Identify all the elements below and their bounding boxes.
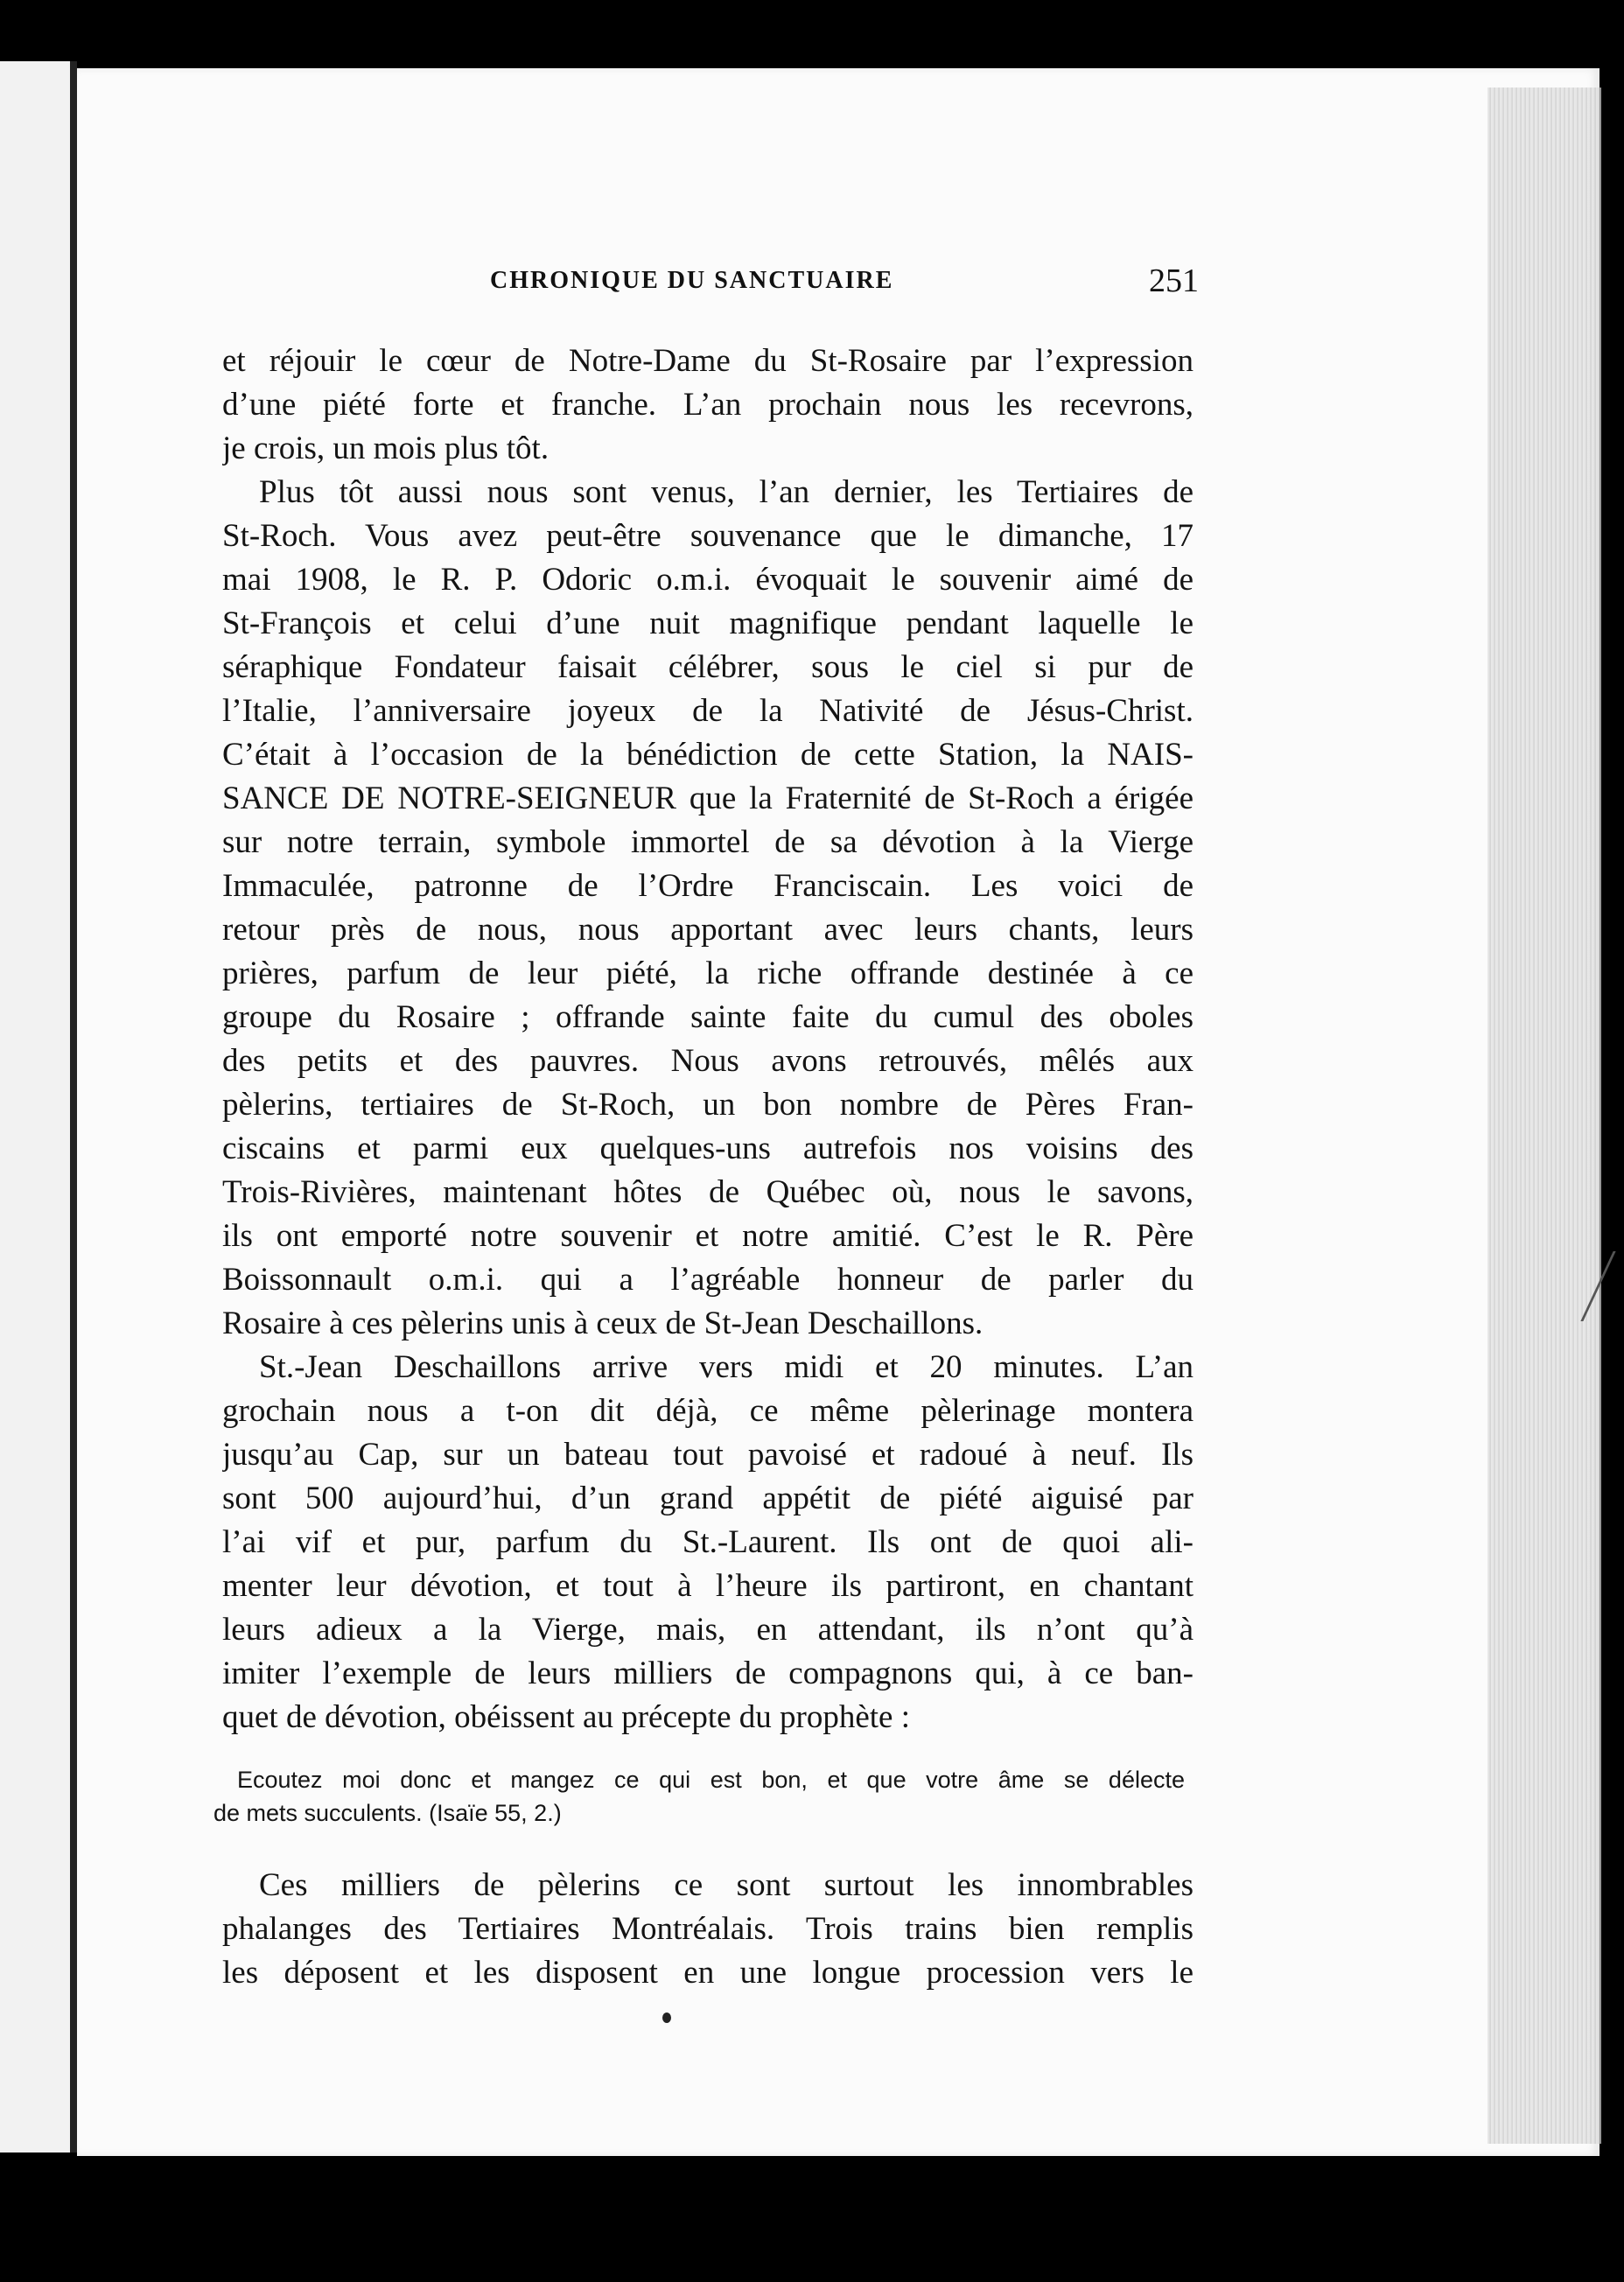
text-line: jusqu’au Cap, sur un bateau tout pavoisé et radoué à neuf. Ils [222, 1437, 1194, 1473]
text-line: ciscains et parmi eux quelques-uns autrefois nos voisins des [222, 1130, 1194, 1166]
text-line: Immaculée, patronne de l’Ordre Franciscain. Les voici de [222, 868, 1194, 904]
text-line: je crois, un mois plus tôt. [222, 430, 550, 466]
text-line: imiter l’exemple de leurs milliers de compagnons qui, à ce ban- [222, 1656, 1194, 1691]
text-line: Boissonnault o.m.i. qui a l’agréable honneur de parler du [222, 1262, 1194, 1298]
quote-line: Ecoutez moi donc et mangez ce qui est bon, et que votre âme se délecte [237, 1767, 1185, 1793]
text-line: groupe du Rosaire ; offrande sainte faite du cumul des oboles [222, 999, 1194, 1035]
text-line: et réjouir le cœur de Notre-Dame du St-Rosaire par l’expression [222, 343, 1194, 379]
body-text [222, 340, 1194, 1740]
running-header [490, 262, 1199, 302]
running-header-title: CHRONIQUE DU SANCTUAIRE [490, 267, 894, 294]
text-line: séraphique Fondateur faisait célébrer, sous le ciel si pur de [222, 649, 1194, 685]
text-line: St-Roch. Vous avez peut-être souvenance que le dimanche, 17 [222, 518, 1194, 554]
text-line: Rosaire à ces pèlerins unis à ceux de St-Jean Deschaillons. [222, 1306, 984, 1341]
text-line: l’ai vif et pur, parfum du St.-Laurent. Ils ont de quoi ali- [222, 1524, 1194, 1560]
text-line: phalanges des Tertiaires Montréalais. Trois trains bien remplis [222, 1911, 1194, 1947]
text-line: des petits et des pauvres. Nous avons retrouvés, mêlés aux [222, 1043, 1194, 1079]
text-line: quet de dévotion, obéissent au précepte du prophète : [222, 1699, 910, 1735]
text-line: Trois-Rivières, maintenant hôtes de Québec où, nous le savons, [222, 1174, 1194, 1210]
text-line: pèlerins, tertiaires de St-Roch, un bon nombre de Pères Fran- [222, 1087, 1194, 1123]
text-line: Ces milliers de pèlerins ce sont surtout les innombrables [259, 1867, 1194, 1903]
text-line: mai 1908, le R. P. Odoric o.m.i. évoquait le souvenir aimé de [222, 562, 1194, 598]
text-line: sur notre terrain, symbole immortel de sa dévotion à la Vierge [222, 824, 1194, 860]
ink-dot [662, 2012, 671, 2023]
text-line: Plus tôt aussi nous sont venus, l’an dernier, les Tertiaires de [259, 474, 1194, 510]
text-line: prières, parfum de leur piété, la riche offrande destinée à ce [222, 956, 1194, 991]
text-line: St-François et celui d’une nuit magnifique pendant laquelle le [222, 606, 1194, 641]
facing-page-edge [0, 61, 77, 2152]
text-line: d’une piété forte et franche. L’an prochain nous les recevrons, [222, 387, 1194, 423]
text-line: retour près de nous, nous apportant avec leurs chants, leurs [222, 912, 1194, 948]
text-line: l’Italie, l’anniversaire joyeux de la Nativité de Jésus-Christ. [222, 693, 1194, 729]
page-number: 251 [1149, 262, 1199, 299]
quote-line: de mets succulents. (Isaïe 55, 2.) [214, 1800, 562, 1826]
text-line: les déposent et les disposent en une longue procession vers le [222, 1955, 1194, 1991]
scripture-quote [214, 1763, 1185, 1830]
text-line: ils ont emporté notre souvenir et notre amitié. C’est le R. Père [222, 1218, 1194, 1254]
text-line: grochain nous a t-on dit déjà, ce même pèlerinage montera [222, 1393, 1194, 1429]
page-stack-edges [1488, 88, 1601, 2144]
text-line: menter leur dévotion, et tout à l’heure ils partiront, en chantant [222, 1568, 1194, 1604]
text-line: sont 500 aujourd’hui, d’un grand appétit de piété aiguisé par [222, 1480, 1194, 1516]
text-line: St.-Jean Deschaillons arrive vers midi et 20 minutes. L’an [259, 1349, 1194, 1385]
closing-paragraph [222, 1864, 1194, 1995]
text-line: SANCE DE NOTRE-SEIGNEUR que la Fraternité de St-Roch a érigée [222, 780, 1194, 816]
text-line: leurs adieux a la Vierge, mais, en attendant, ils n’ont qu’à [222, 1612, 1194, 1648]
text-line: C’était à l’occasion de la bénédiction de cette Station, la NAIS- [222, 737, 1194, 773]
